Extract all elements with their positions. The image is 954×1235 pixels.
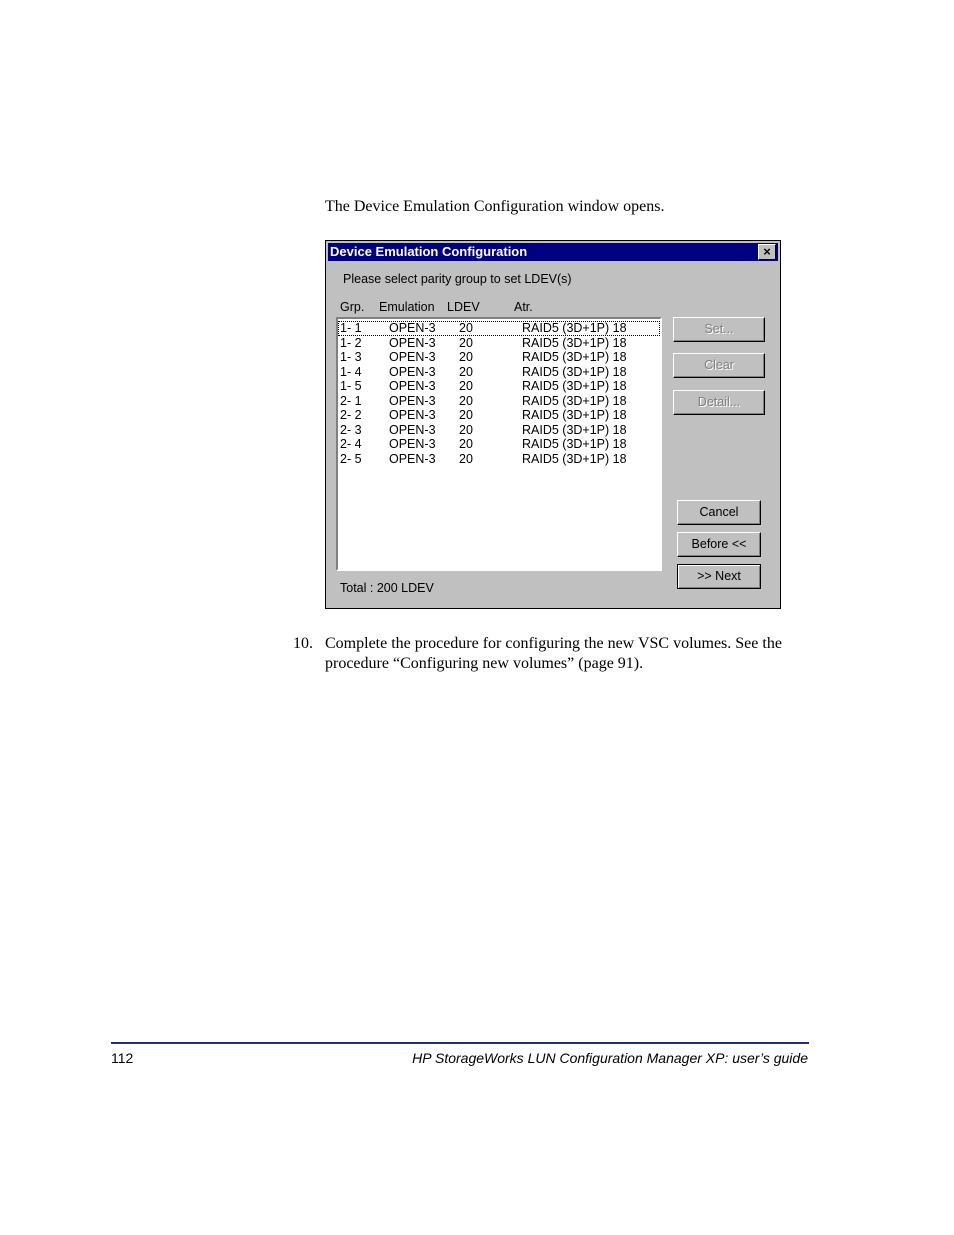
intro-text: The Device Emulation Configuration window opens. xyxy=(325,198,665,215)
cell-grp: 2- 4 xyxy=(340,437,362,451)
cell-atr: RAID5 (3D+1P) 18 xyxy=(522,335,627,350)
cancel-button[interactable]: Cancel xyxy=(677,500,761,525)
cell-grp: 2- 5 xyxy=(340,451,362,466)
cell-atr: RAID5 (3D+1P) 18 xyxy=(522,422,627,437)
page-number: 112 xyxy=(111,1050,134,1066)
dialog-titlebar xyxy=(328,243,778,261)
cell-ldev: 20 xyxy=(459,393,473,408)
document-title: HP StorageWorks LUN Configuration Manager XP: user’s guide xyxy=(412,1050,808,1066)
parity-group-list[interactable] xyxy=(336,317,662,571)
column-header-ldev[interactable]: LDEV xyxy=(447,300,480,314)
cell-ldev: 20 xyxy=(459,364,473,379)
cell-grp: 2- 3 xyxy=(340,422,362,437)
cell-atr: RAID5 (3D+1P) 18 xyxy=(522,408,627,422)
list-item[interactable] xyxy=(338,350,660,365)
cell-ldev: 20 xyxy=(459,451,473,466)
column-header-emulation[interactable]: Emulation xyxy=(379,300,435,314)
cell-grp: 1- 1 xyxy=(340,321,362,335)
footer-rule xyxy=(111,1042,809,1044)
close-icon[interactable]: × xyxy=(758,244,776,260)
cell-emulation: OPEN-3 xyxy=(389,451,436,466)
cell-atr: RAID5 (3D+1P) 18 xyxy=(522,437,627,451)
device-emulation-dialog xyxy=(325,240,781,609)
list-item[interactable] xyxy=(338,365,660,380)
cell-atr: RAID5 (3D+1P) 18 xyxy=(522,350,627,364)
cell-atr: RAID5 (3D+1P) 18 xyxy=(522,321,627,335)
list-item[interactable] xyxy=(338,336,660,351)
step-number: 10. xyxy=(293,635,313,652)
before-button[interactable]: Before << xyxy=(677,532,761,557)
list-item[interactable] xyxy=(338,452,660,467)
cell-atr: RAID5 (3D+1P) 18 xyxy=(522,364,627,379)
dialog-prompt: Please select parity group to set LDEV(s) xyxy=(343,272,572,286)
cell-ldev: 20 xyxy=(459,335,473,350)
next-button[interactable]: >> Next xyxy=(677,564,761,589)
cell-ldev: 20 xyxy=(459,422,473,437)
cell-emulation: OPEN-3 xyxy=(389,422,436,437)
cell-emulation: OPEN-3 xyxy=(389,437,436,451)
set-button[interactable]: Set... xyxy=(673,317,765,342)
list-item[interactable] xyxy=(338,394,660,409)
list-item[interactable] xyxy=(338,408,660,423)
cell-emulation: OPEN-3 xyxy=(389,379,436,393)
dialog-title: Device Emulation Configuration xyxy=(330,244,528,259)
column-header-grp[interactable]: Grp. xyxy=(340,300,365,314)
cell-ldev: 20 xyxy=(459,408,473,422)
cell-grp: 2- 1 xyxy=(340,393,362,408)
cell-grp: 1- 3 xyxy=(340,350,362,364)
cell-emulation: OPEN-3 xyxy=(389,350,436,364)
cell-emulation: OPEN-3 xyxy=(389,408,436,422)
cell-grp: 2- 2 xyxy=(340,408,362,422)
cell-ldev: 20 xyxy=(459,379,473,393)
list-item[interactable] xyxy=(338,437,660,452)
cell-ldev: 20 xyxy=(459,350,473,364)
cell-emulation: OPEN-3 xyxy=(389,364,436,379)
list-item[interactable] xyxy=(338,423,660,438)
column-header-atr[interactable]: Atr. xyxy=(514,300,533,314)
cell-emulation: OPEN-3 xyxy=(389,335,436,350)
cell-emulation: OPEN-3 xyxy=(389,393,436,408)
cell-atr: RAID5 (3D+1P) 18 xyxy=(522,393,627,408)
detail-button[interactable]: Detail... xyxy=(673,390,765,415)
cell-emulation: OPEN-3 xyxy=(389,321,436,335)
cell-ldev: 20 xyxy=(459,437,473,451)
clear-button[interactable]: Clear xyxy=(673,353,765,378)
list-item[interactable] xyxy=(338,379,660,394)
cell-grp: 1- 5 xyxy=(340,379,362,393)
list-item[interactable] xyxy=(338,321,660,336)
cell-grp: 1- 4 xyxy=(340,364,362,379)
cell-ldev: 20 xyxy=(459,321,473,335)
cell-atr: RAID5 (3D+1P) 18 xyxy=(522,379,627,393)
total-ldev-label: Total : 200 LDEV xyxy=(340,581,434,595)
cell-atr: RAID5 (3D+1P) 18 xyxy=(522,451,627,466)
cell-grp: 1- 2 xyxy=(340,335,362,350)
step-text: Complete the procedure for configuring the new VSC volumes. See the procedure “Configuring new volumes” (page 91). xyxy=(325,635,782,672)
